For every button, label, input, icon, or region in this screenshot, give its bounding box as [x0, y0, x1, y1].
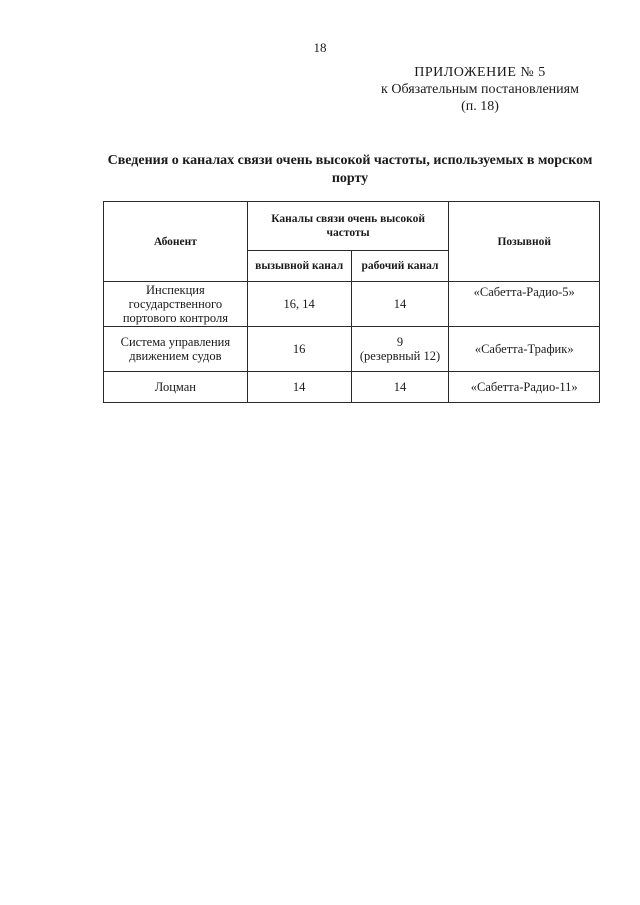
working-channel-note: (резервный 12)	[359, 349, 441, 363]
working-channel-value: 14	[393, 380, 407, 394]
cell-working-channel	[351, 372, 449, 403]
appendix-title: ПРИЛОЖЕНИЕ № 5	[414, 65, 546, 80]
cell-working-channel	[351, 327, 449, 372]
cell-calling-channel: 16	[247, 327, 351, 372]
header-subscriber: Абонент	[104, 202, 248, 282]
header-working-channel: рабочий канал	[351, 251, 449, 282]
header-call-sign: Позывной	[449, 202, 600, 282]
cell-calling-channel: 14	[247, 372, 351, 403]
cell-calling-channel: 16, 14	[247, 282, 351, 327]
cell-subscriber: Лоцман	[104, 372, 248, 403]
cell-call-sign: «Сабетта-Радио-5»	[449, 282, 600, 327]
document-heading: Сведения о каналах связи очень высокой частоты, используемых в морском порту	[107, 153, 593, 186]
vhf-channels-table	[103, 201, 600, 403]
cell-subscriber: Инспекция государственного портового контроля	[104, 282, 248, 327]
working-channel-value: 14	[393, 297, 407, 311]
cell-call-sign: «Сабетта-Радио-11»	[449, 372, 600, 403]
table-row	[104, 282, 600, 327]
table-row	[104, 372, 600, 403]
appendix-clause: (п. 18)	[461, 99, 499, 114]
appendix-block	[350, 64, 610, 115]
appendix-subtitle: к Обязательным постановлениям	[381, 82, 579, 97]
header-channels: Каналы связи очень высокой частоты	[247, 202, 449, 251]
header-calling-channel: вызывной канал	[247, 251, 351, 282]
cell-call-sign: «Сабетта-Трафик»	[449, 327, 600, 372]
page-number: 18	[313, 40, 327, 55]
working-channel-value: 9	[396, 335, 404, 349]
cell-working-channel	[351, 282, 449, 327]
cell-subscriber: Система управления движением судов	[104, 327, 248, 372]
table-row	[104, 327, 600, 372]
table-header-row	[104, 202, 600, 251]
